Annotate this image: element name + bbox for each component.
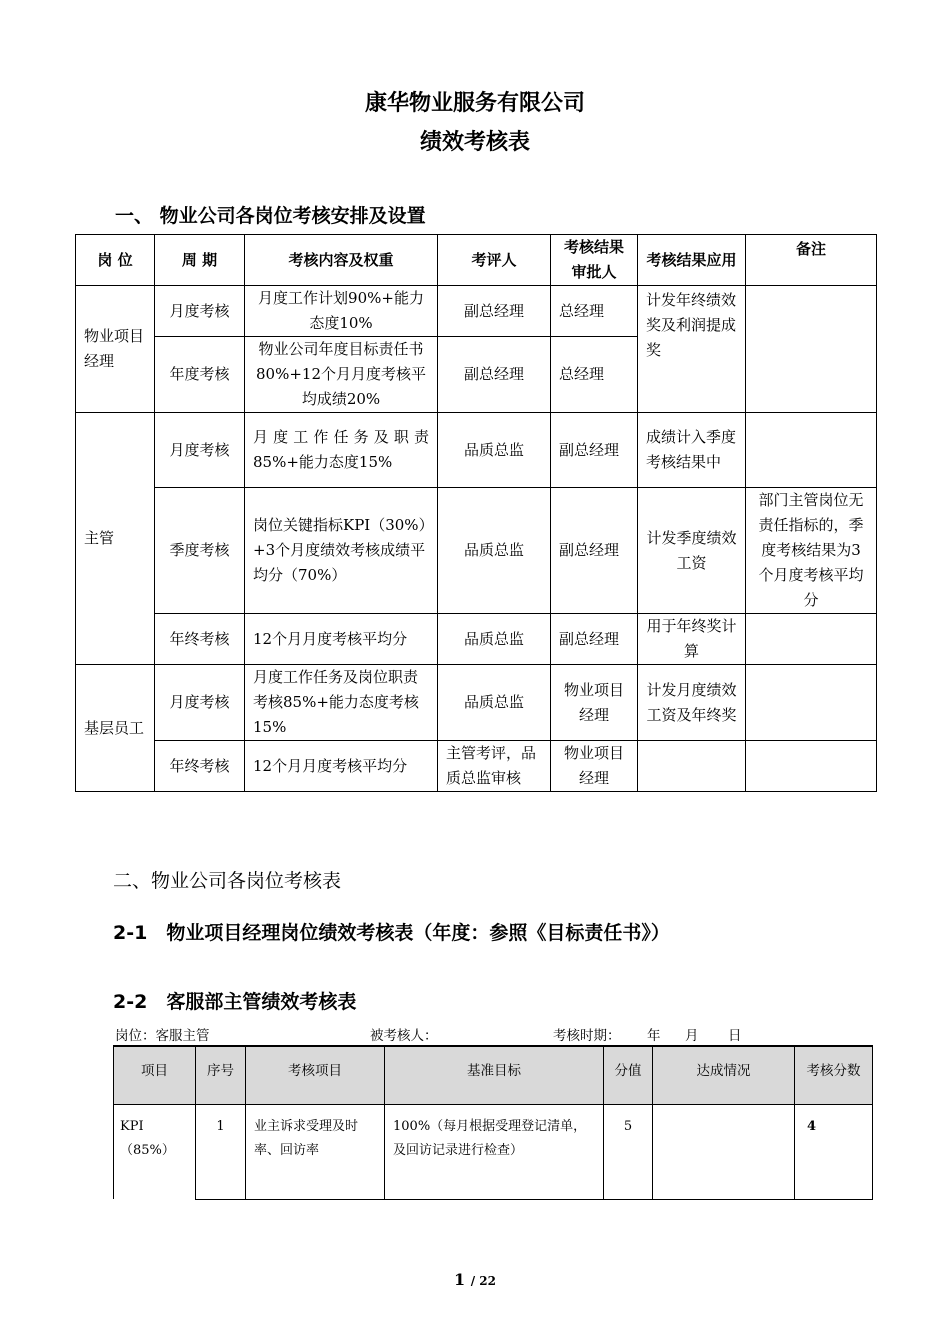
post-cell: 基层员工 [76, 665, 155, 792]
col-header-item: 考核项目 [246, 1046, 385, 1104]
number-cell: 1 [196, 1104, 246, 1199]
table-row [76, 741, 877, 792]
approver-cell: 副总经理 [551, 614, 638, 665]
application-cell: 成绩计入季度考核结果中 [638, 413, 746, 488]
approver-cell: 副总经理 [551, 413, 638, 488]
col-header-points: 分值 [604, 1046, 653, 1104]
page-number [0, 1270, 950, 1289]
period-cell: 月度考核 [155, 665, 245, 741]
assessment-arrangement-table [75, 234, 877, 792]
supervisor-assessment-table [113, 1045, 873, 1200]
approver-cell: 物业项目经理 [551, 665, 638, 741]
meta-post: 岗位：客服主管 [115, 1028, 210, 1044]
col-header-post: 岗 位 [76, 235, 155, 286]
category-cell: KPI（85%） [114, 1104, 196, 1199]
table-row [76, 286, 877, 337]
content-cell: 物业公司年度目标责任书80%+12个月月度考核平均成绩20% [245, 337, 438, 413]
meta-day: 日 [728, 1028, 742, 1044]
col-header-content: 考核内容及权重 [245, 235, 438, 286]
achievement-cell [653, 1104, 795, 1199]
period-cell: 月度考核 [155, 286, 245, 337]
col-header-application: 考核结果应用 [638, 235, 746, 286]
period-cell: 月度考核 [155, 413, 245, 488]
rater-cell: 主管考评，品质总监审核 [438, 741, 551, 792]
note-cell [746, 286, 877, 413]
table-row [76, 413, 877, 488]
period-cell: 季度考核 [155, 488, 245, 614]
col-header-approver: 考核结果审批人 [551, 235, 638, 286]
col-header-target: 基准目标 [385, 1046, 604, 1104]
meta-period: 考核时期： [553, 1028, 621, 1044]
item-cell: 业主诉求受理及时率、回访率 [246, 1104, 385, 1199]
period-cell: 年终考核 [155, 614, 245, 665]
table-row [76, 665, 877, 741]
application-cell [638, 741, 746, 792]
document-title: 绩效考核表 [419, 130, 530, 155]
col-header-score: 考核分数 [795, 1046, 873, 1104]
content-cell: 月度工作计划90%+能力 态度10% [245, 286, 438, 337]
content-cell: 12个月月度考核平均分 [245, 614, 438, 665]
note-cell [746, 614, 877, 665]
col-header-rater: 考评人 [438, 235, 551, 286]
section-2-heading: 二、物业公司各岗位考核表 [113, 870, 342, 892]
approver-cell: 总经理 [551, 286, 638, 337]
content-cell: 12个月月度考核平均分 [245, 741, 438, 792]
meta-year: 年 [647, 1028, 661, 1044]
note-cell [746, 413, 877, 488]
content-cell: 月度工作任务及岗位职责考核85%+能力态度考核15% [245, 665, 438, 741]
content-cell: 月度工作任务及职责85%+能力态度15% [245, 413, 438, 488]
note-cell [746, 665, 877, 741]
subsection-2-1-heading: 2-1 物业项目经理岗位绩效考核表（年度：参照《目标责任书》） [113, 922, 670, 944]
rater-cell: 品质总监 [438, 614, 551, 665]
col-header-period: 周 期 [155, 235, 245, 286]
approver-cell: 总经理 [551, 337, 638, 413]
application-cell: 计发季度绩效工资 [638, 488, 746, 614]
period-cell: 年终考核 [155, 741, 245, 792]
application-cell: 用于年终奖计算 [638, 614, 746, 665]
section-1-heading: 一、 物业公司各岗位考核安排及设置 [115, 205, 426, 227]
approver-cell: 副总经理 [551, 488, 638, 614]
score-cell: 4 [795, 1104, 873, 1199]
page-current: 1 [454, 1270, 466, 1289]
approver-cell: 物业项目经理 [551, 741, 638, 792]
content-cell: 岗位关键指标KPI（30%）+3个月度绩效考核成绩平均分（70%） [245, 488, 438, 614]
target-cell: 100%（每月根据受理登记清单，及回访记录进行检查） [385, 1104, 604, 1199]
rater-cell: 副总经理 [438, 286, 551, 337]
table-row [76, 614, 877, 665]
post-cell: 主管 [76, 413, 155, 665]
col-header-note: 备注 [746, 235, 877, 286]
col-header-category: 项目 [114, 1046, 196, 1104]
meta-month: 月 [685, 1028, 699, 1044]
col-header-number: 序号 [196, 1046, 246, 1104]
rater-cell: 品质总监 [438, 488, 551, 614]
note-cell [746, 741, 877, 792]
note-cell: 部门主管岗位无责任指标的，季度考核结果为3个月度考核平均分 [746, 488, 877, 614]
meta-assessee: 被考核人： [370, 1028, 438, 1044]
subsection-2-2-heading: 2-2 客服部主管绩效考核表 [113, 991, 357, 1013]
page-total: / 22 [470, 1274, 496, 1288]
col-header-achievement: 达成情况 [653, 1046, 795, 1104]
rater-cell: 品质总监 [438, 665, 551, 741]
table-row [76, 488, 877, 614]
application-cell: 计发月度绩效工资及年终奖 [638, 665, 746, 741]
company-name: 康华物业服务有限公司 [364, 91, 585, 116]
table-row [114, 1104, 873, 1199]
rater-cell: 品质总监 [438, 413, 551, 488]
points-cell: 5 [604, 1104, 653, 1199]
application-cell: 计发年终绩效奖及利润提成奖 [638, 286, 746, 413]
post-cell: 物业项目经理 [76, 286, 155, 413]
period-cell: 年度考核 [155, 337, 245, 413]
rater-cell: 副总经理 [438, 337, 551, 413]
